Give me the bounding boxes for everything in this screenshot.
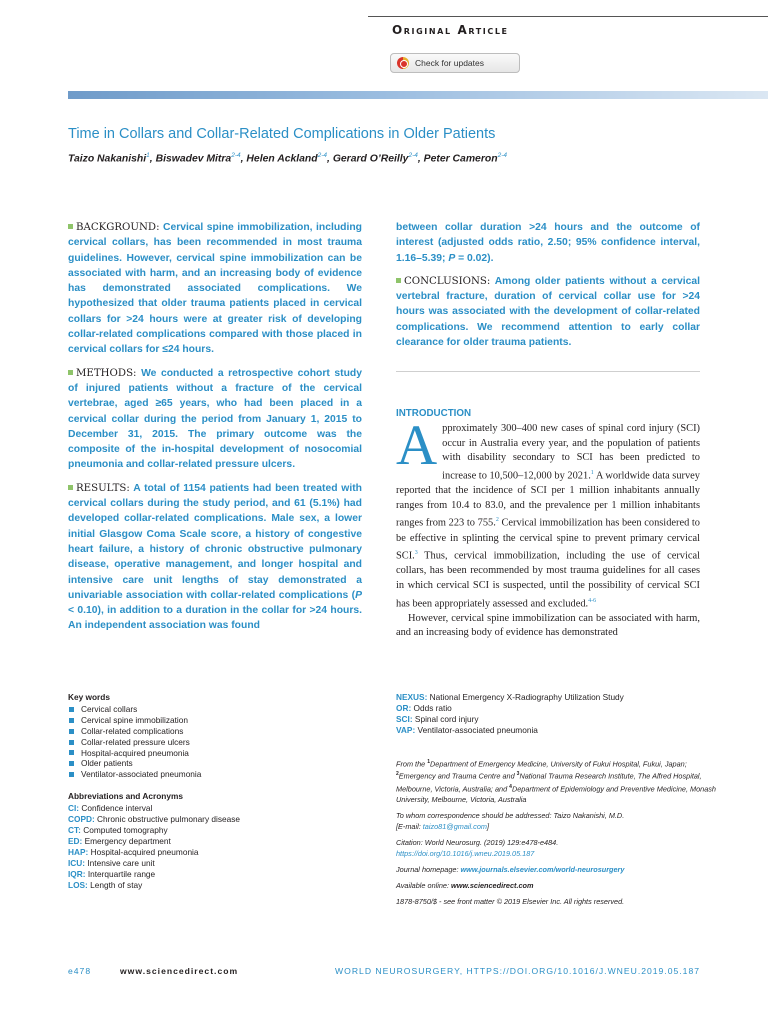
homepage-link[interactable]: www.journals.elsevier.com/world-neurosurgery [460, 865, 625, 875]
affiliation-text: Department of Epidemiology and Preventive Medicine, Monash University, Melbourne, Victoria, Australia [396, 784, 716, 805]
section-label: Original Article [392, 23, 509, 37]
affiliation-text: National Trauma Research Institute, The Alfred Hospital, Melbourne, Victoria, Australia; and [396, 771, 702, 794]
abstract-methods-text: We conducted a retrospective cohort study of injured patients without a fracture of the cervical vertebrae, aged ≥65 years, who had been placed in a cervical collar during the period from January 1, 2015 to December 31, 2015. The primary outcome was the composite of the in-hospital development of nosocomial pneumonia and collar-related pressure ulcers. [68, 367, 363, 471]
abbreviation-item [68, 880, 368, 891]
bullet-square-icon [69, 707, 74, 712]
email-bracket: ] [486, 822, 489, 832]
affiliation-text: Department of Emergency Medicine, University of Fukui Hospital, Fukui, Japan; [430, 759, 687, 769]
journal-homepage [396, 864, 716, 875]
abstract-left-column [68, 220, 362, 642]
check-for-updates-button[interactable] [390, 53, 520, 73]
introduction-body [396, 414, 701, 641]
page-footer [68, 966, 700, 980]
abbreviation-item [68, 869, 368, 880]
keyword-item [68, 726, 368, 737]
author-affiliation-sup: 2-4 [408, 152, 418, 159]
abbreviation-item [396, 725, 716, 736]
abbreviation-item [68, 803, 368, 814]
abbreviation-item [396, 692, 716, 703]
bullet-square-icon [69, 729, 74, 734]
introduction-paragraph [396, 414, 701, 612]
affiliation-sup: 1 [427, 759, 431, 765]
affiliation-sup: 3 [516, 771, 520, 778]
abbreviation-item [68, 836, 368, 847]
abstract-results-text: A total of 1154 patients had been treated with cervical collars during the study period, and 61 (5.1%) had developed collar-related complications. Male sex, a lower initial Glasgow Coma Scale score, a history of congestive heart failure, a history of chronic obstructive pulmonary disease, operative management, and longer hospital and intensive care unit lengths of stay demonstrated a univariable association with collar-related complications ( [68, 482, 362, 601]
correspondence-text: To whom correspondence should be addressed: Taizo Nakanishi, M.D. [396, 811, 625, 821]
keyword-label: Cervical collars [81, 703, 138, 714]
bullet-square-icon [69, 718, 74, 723]
abstract-methods [68, 366, 362, 473]
crossmark-icon [397, 57, 409, 69]
p-value-symbol: P [448, 252, 456, 264]
reference-link[interactable]: 4-6 [588, 597, 597, 604]
abstract-results-heading: RESULTS: [76, 482, 130, 494]
email-link[interactable]: taizo81@gmail.com [422, 822, 487, 832]
introduction-heading: INTRODUCTION [396, 408, 472, 419]
abbreviation-term: HAP: [68, 846, 89, 857]
abstract-results-text-end: < 0.10), in addition to a duration in the collar for >24 hours. An independent association was found [68, 605, 362, 632]
abbreviation-definition: Confidence interval [79, 803, 153, 814]
drop-cap: A [396, 414, 438, 477]
affiliation-text: Emergency and Trauma Centre and [398, 771, 517, 781]
abstract-right-column [396, 220, 700, 358]
keyword-item [68, 715, 368, 726]
p-value-symbol: P [355, 589, 362, 601]
intro-text: Thus, cervical immobilization, including the use of cervical collars, has been recommended by most trauma guidelines for all cases in which cervical SCI is suspected, until the possibility of cervical SCI has been appropriately assessed and excluded. [396, 550, 700, 610]
author-name: Helen Ackland [246, 153, 318, 165]
bullet-square-icon [68, 224, 73, 229]
abbreviation-term: COPD: [68, 814, 95, 825]
abbreviation-definition: Interquartile range [85, 868, 156, 879]
keyword-label: Older patients [81, 758, 133, 769]
abbreviation-list-continued [396, 692, 716, 736]
bullet-square-icon [69, 761, 74, 766]
footer-journal: WORLD NEUROSURGERY, HTTPS://DOI.ORG/10.1016/J.WNEU.2019.05.187 [335, 966, 700, 976]
reference-link[interactable]: 3 [414, 550, 418, 557]
bullet-square-icon [68, 370, 73, 375]
abbreviation-item [68, 847, 368, 858]
intro-text: pproximately 300–400 new cases of spinal cord injury (SCI) occur in Australia every year, and the population of patients with disability secondary to SCI has been predicted to increase to 10,500–12,000 by 2021. [442, 423, 700, 482]
abbreviation-term: LOS: [68, 879, 88, 890]
bullet-square-icon [69, 772, 74, 777]
author-list: Taizo Nakanishi$^1$, Biswadev Mitra$^{2-4}$, Helen Ackland$^{2-4}$, Gerard O’Reilly$^{2-4}$, Peter Cameron$^{2-4}$ [68, 152, 507, 165]
email-label: [E-mail: [396, 822, 423, 832]
affiliation-sup: 4 [509, 783, 512, 790]
author-affiliation-sup: 2-4 [317, 152, 328, 159]
author-name: Taizo Nakanishi [68, 153, 147, 165]
keyword-label: Cervical spine immobilization [81, 714, 188, 725]
affiliations-block [396, 757, 716, 912]
bullet-square-icon [396, 278, 401, 283]
keyword-label: Collar-related complications [81, 725, 184, 736]
abbreviation-definition: Hospital-acquired pneumonia [88, 846, 199, 857]
page-number: e478 [68, 966, 92, 976]
check-for-updates-label: Check for updates [415, 58, 484, 68]
abbreviation-definition: Odds ratio [411, 702, 452, 713]
keyword-label: Hospital-acquired pneumonia [81, 747, 189, 758]
abbreviation-definition: Intensive care unit [85, 857, 155, 868]
abbreviation-definition: Chronic obstructive pulmonary disease [94, 814, 240, 825]
abstract-results-cont-end: = 0.02). [455, 252, 494, 264]
abbreviation-term: IQR: [68, 868, 86, 879]
author-affiliation-sup: 2-4 [231, 152, 241, 159]
abstract-background-text: Cervical spine immobilization, including cervical collars, has been recommended in most trauma guidelines. However, cervical spine immobilization can be associated with harm, and an increasing body of evidence has demonstrated associated complications. We hypothesized that older trauma patients placed in cervical collars for >24 hours were at greater risk of developing collar-related complications compared with those placed in cervical collars for ≤24 hours. [68, 222, 363, 356]
keyword-item [68, 748, 368, 759]
abbreviation-item [396, 703, 716, 714]
abbreviation-definition: Spinal cord injury [412, 713, 479, 724]
author-name: Gerard O’Reilly [332, 153, 409, 165]
copyright: 1878-8750/$ - see front matter © 2019 Elsevier Inc. All rights reserved. [396, 897, 625, 907]
reference-link[interactable]: 1 [590, 469, 594, 476]
abstract-conclusions [396, 274, 700, 350]
keyword-label: Ventilator-associated pneumonia [81, 769, 202, 780]
keyword-item [68, 704, 368, 715]
abbreviation-item [68, 814, 368, 825]
abstract-conclusions-heading: CONCLUSIONS: [404, 275, 491, 287]
available-online [396, 880, 716, 891]
affiliations-text [396, 757, 716, 805]
affiliation-text: From the [396, 759, 428, 769]
abbreviation-item [68, 858, 368, 869]
abbreviation-definition: Computed tomography [80, 824, 168, 835]
affiliation-sup: 2 [396, 771, 399, 778]
bullet-square-icon [69, 750, 74, 755]
header-rule [368, 16, 768, 17]
abbreviation-definition: Length of stay [87, 879, 143, 890]
online-label: Available online: [396, 881, 452, 891]
abbreviation-term: CT: [68, 824, 81, 835]
author-name: Biswadev Mitra [155, 153, 232, 165]
abbreviation-term: ED: [68, 835, 83, 846]
abbreviation-term: NEXUS: [396, 692, 428, 702]
footer-site-link[interactable]: www.sciencedirect.com [120, 966, 239, 976]
abstract-results [68, 481, 362, 634]
abbreviation-term: VAP: [396, 724, 416, 735]
keyword-item [68, 769, 368, 780]
abstract-separator [396, 371, 700, 372]
doi-link[interactable]: https://doi.org/10.1016/j.wneu.2019.05.187 [396, 849, 535, 859]
abbreviations-title: Abbreviations and Acronyms [68, 791, 183, 802]
author-affiliation-sup: 1 [146, 152, 150, 159]
sciencedirect-link[interactable]: www.sciencedirect.com [451, 881, 534, 891]
abstract-background [68, 220, 362, 358]
reference-link[interactable]: 2 [495, 517, 499, 524]
abbreviation-definition: National Emergency X-Radiography Utilization Study [427, 692, 624, 702]
abbreviation-list [68, 803, 368, 890]
abbreviation-term: ICU: [68, 857, 86, 868]
bullet-square-icon [69, 740, 74, 745]
abbreviation-item [396, 714, 716, 725]
abstract-conclusions-text: Among older patients without a cervical vertebral fracture, duration of cervical collar use for >24 hours was associated with the development of collar-related complications. We recommend attention to early collar clearance for older trauma patients. [396, 275, 700, 349]
author-affiliation-sup: 2-4 [497, 152, 507, 159]
keywords-box [68, 692, 368, 890]
abbreviation-definition: Emergency department [82, 835, 171, 846]
abbreviation-definition: Ventilator-associated pneumonia [415, 724, 538, 735]
abstract-results-continued [396, 220, 700, 266]
abbreviation-term: SCI: [396, 713, 413, 724]
abbreviation-item [68, 825, 368, 836]
header-band [68, 91, 768, 99]
citation [396, 837, 716, 859]
abstract-background-heading: BACKGROUND: [76, 222, 160, 233]
bullet-square-icon [68, 485, 73, 490]
article-title: Time in Collars and Collar-Related Complications in Older Patients [68, 126, 496, 142]
abbreviation-term: OR: [396, 702, 412, 713]
abstract-methods-heading: METHODS: [76, 367, 137, 379]
intro-text: Cervical immobilization has been considered to be effective in splinting the cervical spine to prevent primary cervical SCI. [396, 517, 701, 562]
intro-text: A worldwide data survey reported that the incidence of SCI per 1 million inhabitants annually ranges from 10.4 to 83.0, and the prevalence per 1 million inhabitants ranges from 223 to 755. [396, 470, 700, 529]
keywords-title: Key words [68, 692, 110, 702]
author-name: Peter Cameron [423, 153, 498, 165]
introduction-paragraph: However, cervical spine immobilization can be associated with harm, and an increasing body of evidence has demonstrated [396, 612, 700, 639]
correspondence [396, 810, 716, 832]
keyword-item [68, 737, 368, 748]
abstract-results-cont-text: between collar duration >24 hours and the outcome of interest (adjusted odds ratio, 2.50; 95% confidence interval, 1.16–5.39; [396, 222, 700, 264]
keyword-item [68, 758, 368, 769]
keyword-label: Collar-related pressure ulcers [81, 736, 190, 747]
citation-text: Citation: World Neurosurg. (2019) 129:e478-e484. [396, 838, 559, 848]
homepage-label: Journal homepage: [396, 865, 461, 875]
abbreviation-term: CI: [68, 803, 80, 814]
